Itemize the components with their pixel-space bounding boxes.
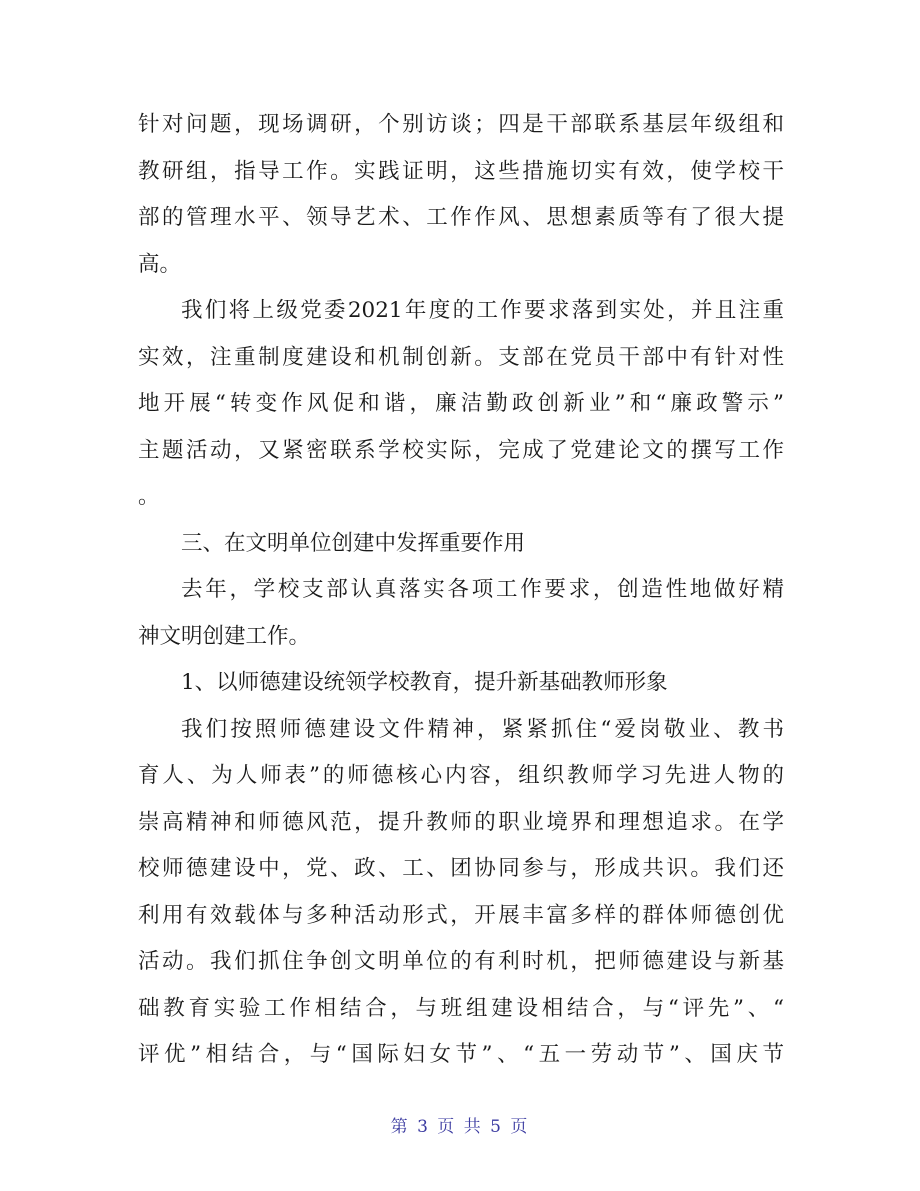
text-line: 我们将上级党委2021年度的工作要求落到实处，并且注重: [181, 298, 784, 323]
text-line: 利用有效载体与多种活动形式，开展丰富多样的群体师德创优: [138, 902, 784, 928]
text-line: 评优”相结合，与“国际妇女节”、“五一劳动节”、国庆节: [138, 1042, 784, 1067]
page-number-footer: 第 3 页 共 5 页: [390, 1117, 530, 1137]
text-line: 地开展“转变作风促和谐，廉洁勤政创新业”和“廉政警示”: [138, 391, 784, 416]
document-body: [138, 102, 784, 1079]
text-line: 三、在文明单位创建中发挥重要作用: [181, 530, 526, 556]
text-line: 针对问题，现场调研，个别访谈；四是干部联系基层年级组和: [138, 112, 784, 137]
text-line: 去年，学校支部认真落实各项工作要求，创造性地做好精: [181, 577, 784, 602]
text-line: 高。: [138, 251, 182, 277]
text-line: 校师德建设中，党、政、工、团协同参与，形成共识。我们还: [138, 856, 784, 881]
text-line: 教研组，指导工作。实践证明，这些措施切实有效，使学校干: [138, 158, 784, 184]
text-line: 我们按照师德建设文件精神，紧紧抓住“爱岗敬业、教书: [181, 716, 784, 742]
text-line: 实效，注重制度建设和机制创新。支部在党员干部中有针对性: [138, 344, 784, 370]
text-line: 活动。我们抓住争创文明单位的有利时机，把师德建设与新基: [138, 949, 784, 974]
text-line: 1、以师德建设统领学校教育，提升新基础教师形象: [181, 670, 668, 695]
text-line: 崇高精神和师德风范，提升教师的职业境界和理想追求。在学: [138, 809, 784, 835]
text-line: 神文明创建工作。: [138, 623, 311, 649]
text-line: 。: [138, 484, 160, 509]
text-line: 础教育实验工作相结合，与班组建设相结合，与“评先”、“: [138, 995, 784, 1021]
text-line: 部的管理水平、领导艺术、工作作风、思想素质等有了很大提: [138, 205, 784, 230]
text-line: 育人、为人师表”的师德核心内容，组织教师学习先进人物的: [138, 763, 784, 788]
text-line: 主题活动，又紧密联系学校实际，完成了党建论文的撰写工作: [138, 437, 784, 463]
